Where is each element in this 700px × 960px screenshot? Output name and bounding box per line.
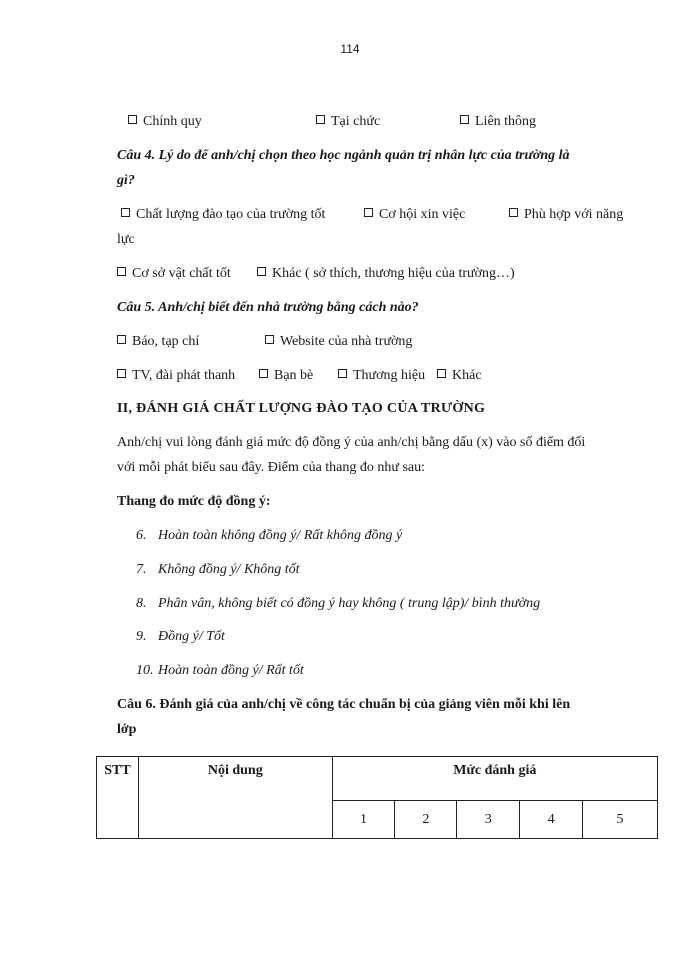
checkbox-icon <box>364 208 373 217</box>
option-khac-q4[interactable] <box>257 266 515 282</box>
scale-item <box>136 528 402 544</box>
rating-level-2: 2 <box>395 801 457 839</box>
checkbox-icon <box>509 208 518 217</box>
scale-number: 7. <box>136 562 147 577</box>
scale-number: 9. <box>136 629 147 644</box>
option-label: Phù hợp với năng <box>524 207 624 222</box>
checkbox-icon <box>128 115 137 124</box>
checkbox-icon <box>259 369 268 378</box>
option-tai-chuc[interactable] <box>316 114 380 130</box>
scale-number: 6. <box>136 528 147 543</box>
option-label: Thương hiệu <box>353 368 426 383</box>
option-label: Tại chức <box>331 114 381 129</box>
option-label: TV, đài phát thanh <box>132 368 236 383</box>
checkbox-icon <box>316 115 325 124</box>
scale-item <box>136 562 300 578</box>
checkbox-icon <box>257 267 266 276</box>
option-label: Báo, tạp chí <box>132 334 200 349</box>
rating-table <box>96 756 658 839</box>
option-co-hoi[interactable] <box>364 207 465 223</box>
scale-text: Hoàn toàn đồng ý/ Rất tốt <box>158 663 304 678</box>
scale-title: Thang đo mức độ đồng ý: <box>117 494 271 509</box>
scale-text: Hoàn toàn không đồng ý/ Rất không đồng ý <box>158 528 403 543</box>
checkbox-icon <box>117 335 126 344</box>
option-label: Website của nhà trường <box>280 334 413 349</box>
option-co-so[interactable] <box>117 266 231 282</box>
option-label: Bạn bè <box>274 368 314 383</box>
checkbox-icon <box>460 115 469 124</box>
header-stt: STT <box>97 757 139 839</box>
option-lien-thong[interactable] <box>460 114 536 130</box>
rating-level-3: 3 <box>457 801 520 839</box>
option-label: Liên thông <box>475 114 537 129</box>
option-tv[interactable] <box>117 368 235 384</box>
section-2-intro-cont: với mỗi phát biểu sau đây. Điểm của thang đo như sau: <box>117 460 426 475</box>
scale-text: Không đồng ý/ Không tốt <box>158 562 300 577</box>
option-ban-be[interactable] <box>259 368 313 384</box>
option-label: Cơ sở vật chất tốt <box>132 266 231 281</box>
option-phu-hop-wrap: lực <box>117 232 135 247</box>
question-5-title: Câu 5. Anh/chị biết đến nhà trường bằng cách nào? <box>117 300 419 315</box>
option-thuong-hieu[interactable] <box>338 368 425 384</box>
option-chat-luong[interactable] <box>121 207 325 223</box>
rating-level-5: 5 <box>583 801 658 839</box>
option-phu-hop[interactable] <box>509 207 623 223</box>
scale-text: Đồng ý/ Tốt <box>158 629 225 644</box>
option-website[interactable] <box>265 334 412 350</box>
scale-number: 8. <box>136 596 147 611</box>
scale-item <box>136 596 540 612</box>
option-label: Cơ hội xin việc <box>379 207 466 222</box>
option-chinh-quy[interactable] <box>128 114 202 130</box>
header-rating: Mức đánh giá <box>332 757 657 801</box>
scale-text: Phân vân, không biết có đồng ý hay không ( trung lập)/ bình thường <box>158 596 541 611</box>
question-4-title-cont: gì? <box>117 173 135 188</box>
scale-number: 10. <box>136 663 154 678</box>
checkbox-icon <box>117 267 126 276</box>
scale-item <box>136 629 225 645</box>
question-6-title: Câu 6. Đánh giá của anh/chị về công tác chuẩn bị của giảng viên mỗi khi lên <box>117 697 571 712</box>
question-4-title: Câu 4. Lý do để anh/chị chọn theo học ngành quản trị nhân lực của trường là <box>117 148 570 163</box>
page-number: 114 <box>340 42 360 56</box>
option-khac-q5[interactable] <box>437 368 482 384</box>
checkbox-icon <box>265 335 274 344</box>
checkbox-icon <box>121 208 130 217</box>
option-label: Chất lượng đào tạo của trường tốt <box>136 207 326 222</box>
option-label: Khác ( sở thích, thương hiệu của trường…) <box>272 266 515 281</box>
option-label: Khác <box>452 368 482 383</box>
section-2-intro: Anh/chị vui lòng đánh giá mức độ đồng ý của anh/chị bằng dấu (x) vào số điểm đối <box>117 435 586 450</box>
header-content: Nội dung <box>138 757 332 839</box>
section-2-title: II, ĐÁNH GIÁ CHẤT LƯỢNG ĐÀO TẠO CỦA TRƯỜNG <box>117 401 486 416</box>
scale-item <box>136 663 304 679</box>
checkbox-icon <box>437 369 446 378</box>
rating-level-4: 4 <box>520 801 583 839</box>
option-bao[interactable] <box>117 334 199 350</box>
checkbox-icon <box>338 369 347 378</box>
option-label: Chính quy <box>143 114 202 129</box>
question-6-title-cont: lớp <box>117 722 137 737</box>
rating-level-1: 1 <box>332 801 395 839</box>
checkbox-icon <box>117 369 126 378</box>
